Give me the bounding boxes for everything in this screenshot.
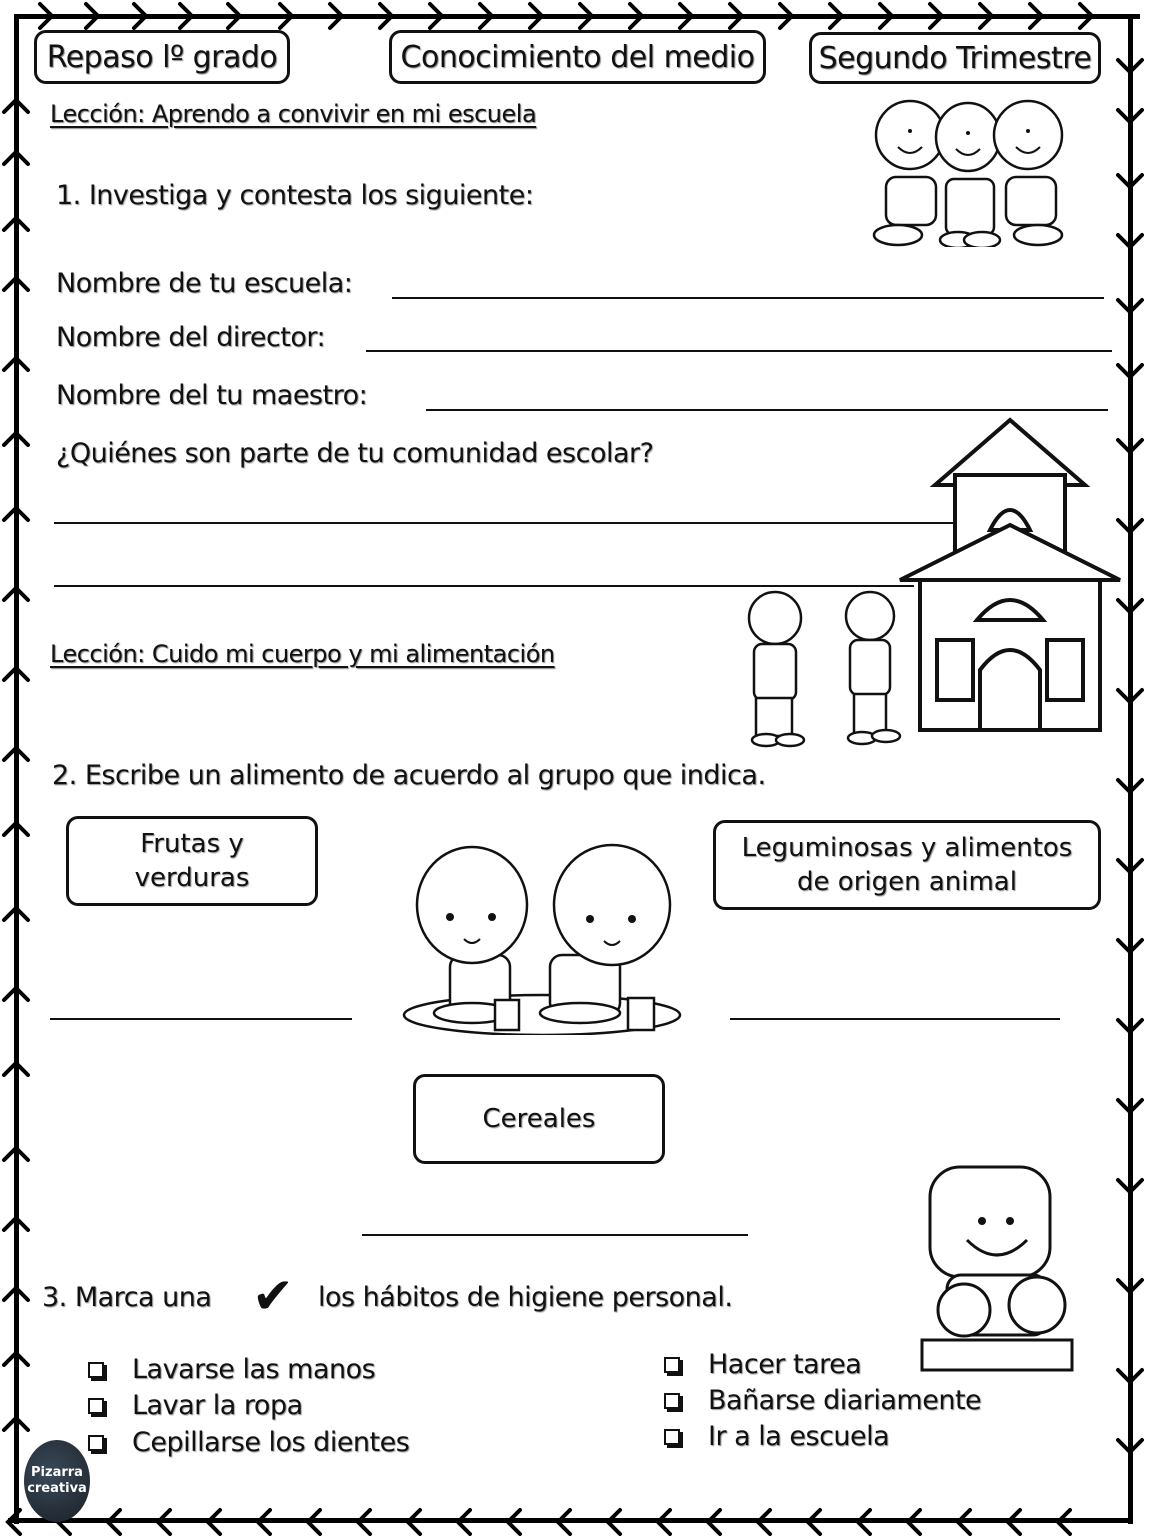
cereals-label: Cereales bbox=[482, 1104, 596, 1134]
schoolhouse-icon bbox=[895, 415, 1125, 735]
boy-brushing-teeth-icon bbox=[912, 1155, 1082, 1375]
habit-label: Cepillarse los dientes bbox=[132, 1427, 410, 1458]
teacher-name-label: Nombre del tu maestro: bbox=[56, 380, 368, 411]
checkbox-icon[interactable] bbox=[664, 1429, 680, 1445]
habit-item[interactable] bbox=[664, 1349, 861, 1380]
habit-item[interactable] bbox=[664, 1385, 981, 1416]
question3-suffix: los hábitos de higiene personal. bbox=[318, 1282, 733, 1313]
habit-item[interactable] bbox=[88, 1354, 375, 1385]
fruits-vegetables-box bbox=[66, 816, 318, 906]
checkbox-icon[interactable] bbox=[88, 1398, 104, 1414]
fruits-line2: verduras bbox=[134, 863, 250, 893]
community-question: ¿Quiénes son parte de tu comunidad escolar? bbox=[56, 438, 654, 469]
community-answer-line-2[interactable] bbox=[54, 585, 914, 587]
lesson2-title: Lección: Cuido mi cuerpo y mi alimentación bbox=[50, 640, 555, 668]
kids-eating-icon bbox=[400, 835, 685, 1035]
habit-item[interactable] bbox=[88, 1390, 303, 1421]
term-label: Segundo Trimestre bbox=[809, 32, 1101, 84]
habit-item[interactable] bbox=[664, 1421, 889, 1452]
grade-label: Repaso lº grado bbox=[34, 30, 290, 84]
logo-line1: Pizarra bbox=[31, 1465, 83, 1480]
lesson1-title: Lección: Aprendo a convivir en mi escuela bbox=[50, 100, 537, 128]
logo-line2: creativa bbox=[27, 1481, 87, 1496]
school-name-answer-line[interactable] bbox=[392, 297, 1104, 299]
legumes-answer-line[interactable] bbox=[730, 1018, 1060, 1020]
habit-item[interactable] bbox=[88, 1427, 409, 1458]
question1-text: 1. Investiga y contesta los siguiente: bbox=[56, 180, 534, 211]
director-name-answer-line[interactable] bbox=[366, 350, 1112, 352]
habit-label: Lavar la ropa bbox=[132, 1390, 303, 1421]
checkbox-icon[interactable] bbox=[664, 1393, 680, 1409]
two-students-icon bbox=[740, 590, 910, 750]
fruits-line1: Frutas y bbox=[140, 829, 244, 859]
habit-label: Bañarse diariamente bbox=[708, 1385, 982, 1416]
cereals-box bbox=[413, 1074, 665, 1164]
fruits-answer-line[interactable] bbox=[50, 1018, 352, 1020]
community-answer-line-1[interactable] bbox=[54, 522, 959, 524]
checkbox-icon[interactable] bbox=[88, 1362, 104, 1378]
director-name-label: Nombre del director: bbox=[56, 322, 326, 353]
checkbox-icon[interactable] bbox=[88, 1435, 104, 1451]
cereals-answer-line[interactable] bbox=[362, 1234, 748, 1236]
three-kids-icon bbox=[868, 95, 1098, 247]
checkmark-icon: ✔ bbox=[252, 1267, 294, 1325]
habit-label: Ir a la escuela bbox=[708, 1421, 890, 1452]
pizarra-creativa-logo bbox=[24, 1440, 90, 1522]
legumes-animal-box bbox=[713, 820, 1101, 910]
habit-label: Hacer tarea bbox=[708, 1349, 862, 1380]
habit-label: Lavarse las manos bbox=[132, 1354, 376, 1385]
checkbox-icon[interactable] bbox=[664, 1357, 680, 1373]
school-name-label: Nombre de tu escuela: bbox=[56, 268, 353, 299]
teacher-name-answer-line[interactable] bbox=[426, 409, 1108, 411]
subject-label: Conocimiento del medio bbox=[389, 30, 766, 84]
legumes-line1: Leguminosas y alimentos bbox=[741, 833, 1073, 863]
question3-prefix: 3. Marca una bbox=[42, 1282, 212, 1313]
legumes-line2: de origen animal bbox=[797, 867, 1017, 897]
question2-text: 2. Escribe un alimento de acuerdo al grupo que indica. bbox=[52, 760, 766, 791]
